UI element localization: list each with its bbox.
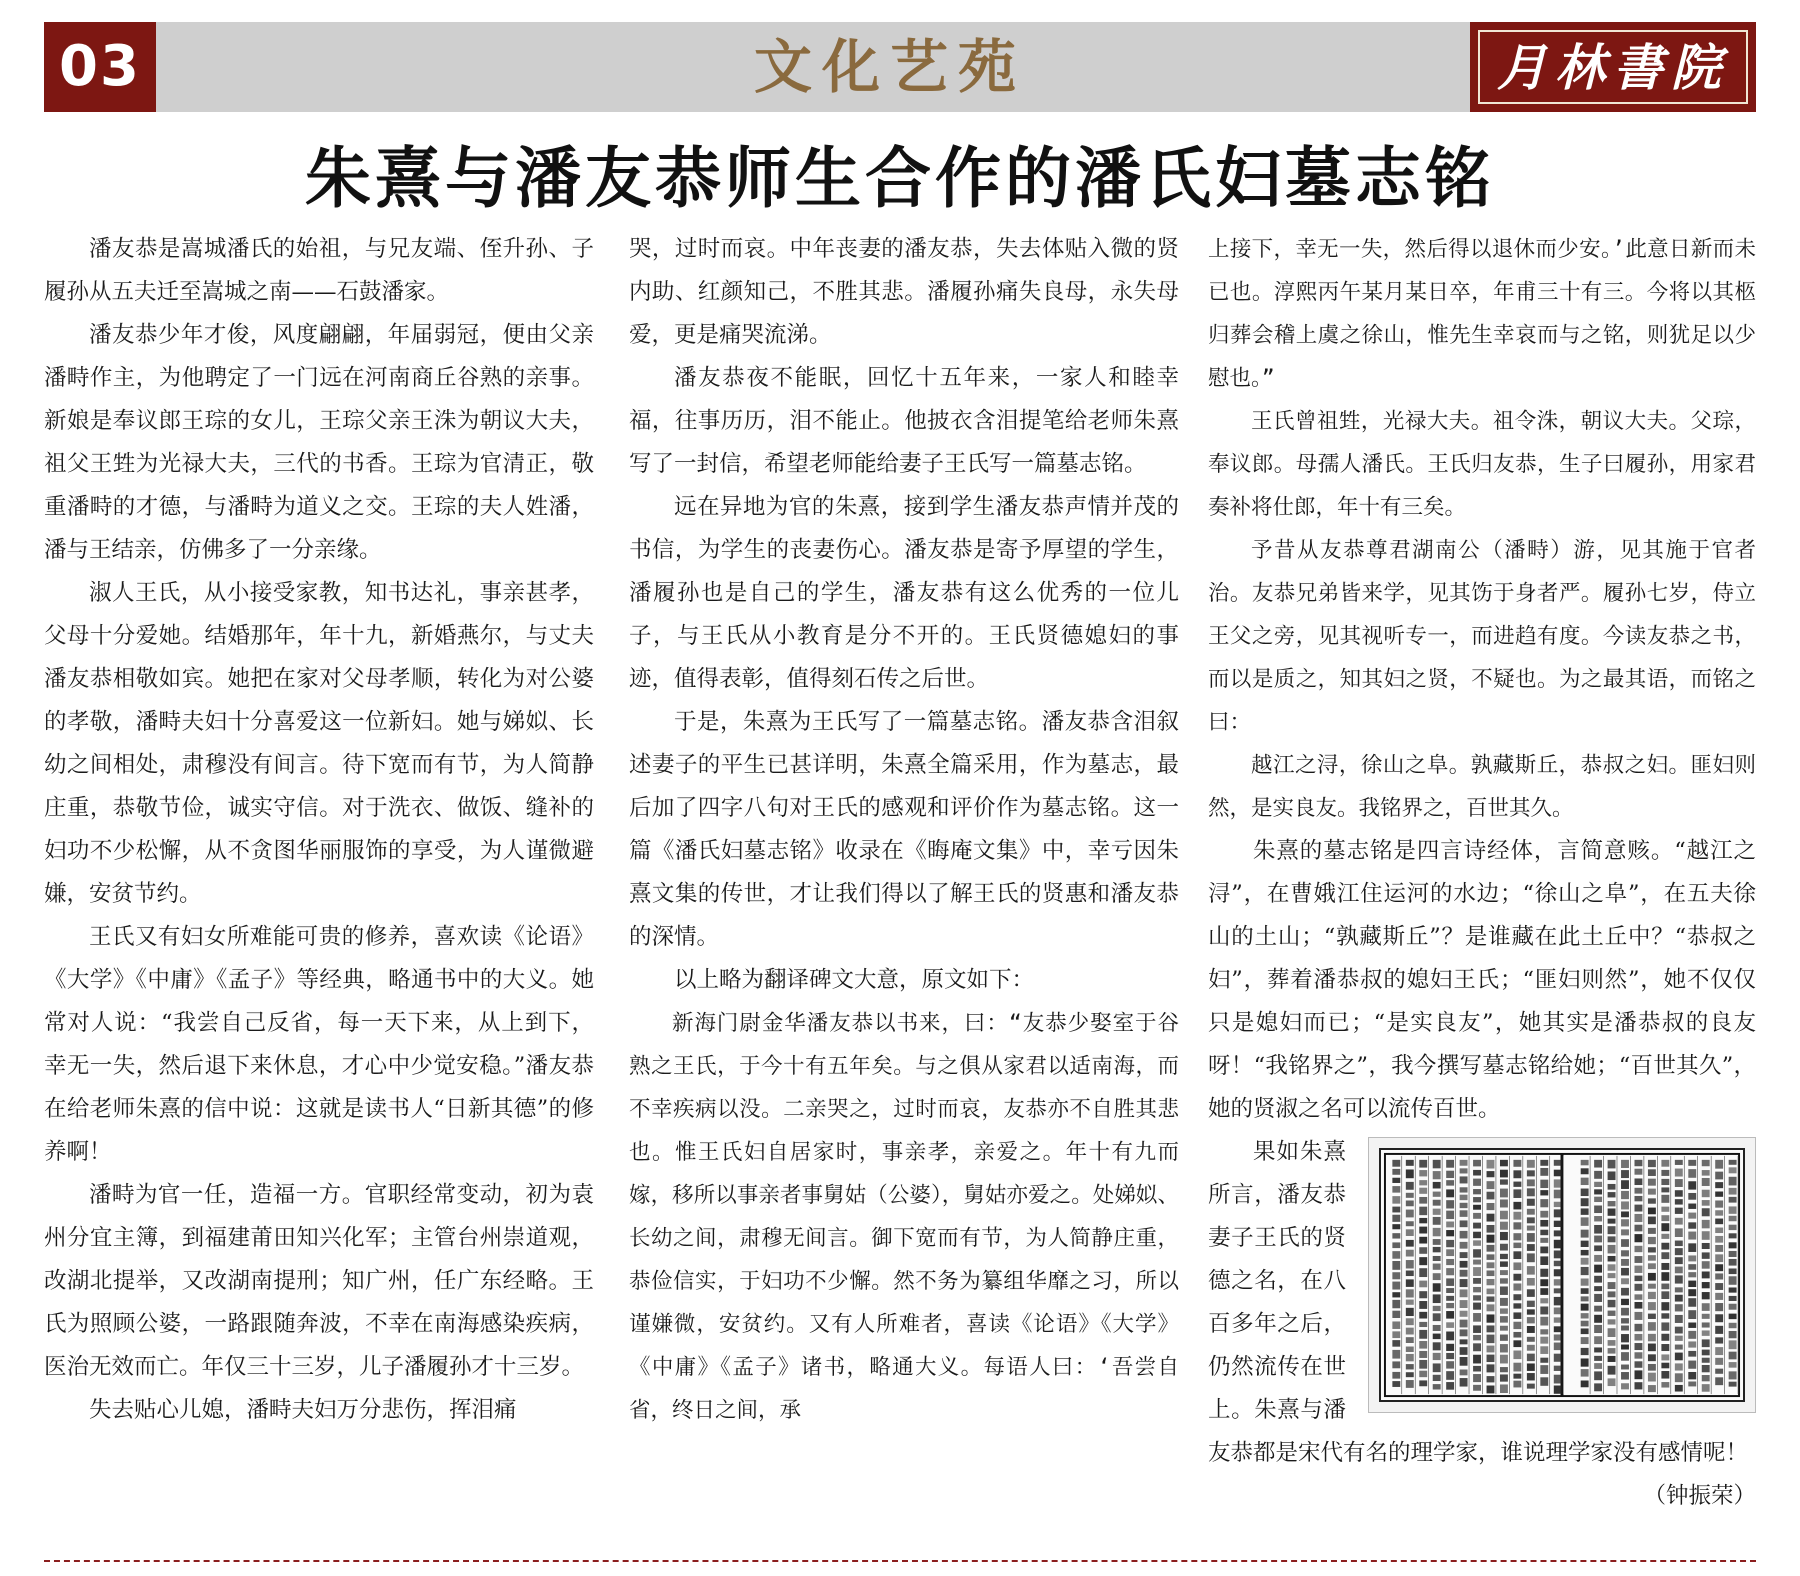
- footer-divider: [44, 1560, 1756, 1562]
- epitaph-inscription: 越江之浔，徐山之阜。孰藏斯丘，恭叔之妇。匪妇则然，是实良友。我铭界之，百世其久。: [1208, 753, 1756, 821]
- paragraph: 哭，过时而哀。中年丧妻的潘友恭，失去体贴入微的贤内助、红颜知己，不胜其悲。潘履孙痛失良母，永失母爱，更是痛哭流涕。: [629, 236, 1179, 348]
- paragraph: 远在异地为官的朱熹，接到学生潘友恭声情并茂的书信，为学生的丧妻伤心。潘友恭是寄予厚望的学生，潘履孙也是自己的学生，潘友恭有这么优秀的一位儿子，与王氏从小教育是分不开的。王氏贤德媳妇的事迹，值得表彰，值得刻石传之后世。: [629, 494, 1179, 692]
- classical-text: 上接下，幸无一失，然后得以退休而少安。’此意日新而未已也。淳熙丙午某月某日卒，年甫三十有三。今将以其柩归葬会稽上虞之徐山，惟先生幸哀而与之铭，则犹足以少慰也。”: [1208, 237, 1756, 391]
- paragraph: 朱熹的墓志铭是四言诗经体，言简意赅。“越江之浔”，在曹娥江住运河的水边；“徐山之阜”，在五夫徐山的土山；“孰藏斯丘”？是谁藏在此土丘中？“恭叔之妇”，葬着潘恭叔的媳妇王氏；“匪妇则然”，她不仅仅只是媳妇而已；“是实良友”，她其实是潘恭叔的良友呀！“我铭界之”，我今撰写墓志铭给她；“百世其久”，她的贤淑之名可以流传百世。: [1208, 838, 1756, 1122]
- paragraph: 失去贴心儿媳，潘畤夫妇万分悲伤，挥泪痛: [89, 1397, 517, 1423]
- author-byline: （钟振荣）: [1643, 1483, 1756, 1509]
- paragraph: 潘友恭少年才俊，风度翩翩，年届弱冠，便由父亲潘畤作主，为他聘定了一门远在河南商丘谷熟的亲事。新娘是奉议郎王琮的女儿，王琮父亲王洙为朝议大夫，祖父王甡为光禄大夫，三代的书香。王琮为官清正，敬重潘畤的才德，与潘畤为道义之交。王琮的夫人姓潘，潘与王结亲，仿佛多了一分亲缘。: [44, 322, 594, 563]
- masthead-logo: [1470, 22, 1756, 112]
- paragraph: 潘友恭是嵩城潘氏的始祖，与兄友端、侄升孙、子履孙从五夫迁至嵩城之南——石鼓潘家。: [44, 236, 594, 305]
- book-page-illustration: [1381, 1150, 1743, 1400]
- article-column-2: [629, 228, 1179, 1432]
- woodblock-text-image: [1368, 1137, 1756, 1413]
- article-column-3: [1208, 228, 1756, 1518]
- paragraph: 以上略为翻译碑文大意，原文如下：: [674, 967, 1035, 993]
- section-title: 文化艺苑: [753, 33, 1026, 101]
- page-number: 03: [44, 22, 156, 112]
- paragraph: 淑人王氏，从小接受家教，知书达礼，事亲甚孝，父母十分爱她。结婚那年，年十九，新婚燕尔，与丈夫潘友恭相敬如宾。她把在家对父母孝顺，转化为对公婆的孝敬，潘畤夫妇十分喜爱这一位新妇。她与娣姒、长幼之间相处，肃穆没有间言。待下宽而有节，为人简静庄重，恭敬节俭，诚实守信。对于洗衣、做饭、缝补的妇功不少松懈，从不贪图华丽服饰的享受，为人谨微避嫌，安贫节约。: [44, 580, 594, 907]
- paragraph: 王氏又有妇女所难能可贵的修养，喜欢读《论语》《大学》《中庸》《孟子》等经典，略通书中的大义。她常对人说：“我尝自己反省，每一天下来，从上到下，幸无一失，然后退下来休息，才心中少觉安稳。”潘友恭在给老师朱熹的信中说：这就是读书人“日新其德”的修养啊！: [44, 924, 594, 1165]
- classical-text: 新海门尉金华潘友恭以书来，曰：“友恭少娶室于谷熟之王氏，于今十有五年矣。与之俱从家君以适南海，而不幸疾病以没。二亲哭之，过时而哀，友恭亦不自胜其悲也。惟王氏妇自居家时，事亲孝，亲爱之。年十有九而嫁，移所以事亲者事舅姑（公婆），舅姑亦爱之。处娣姒、长幼之间，肃穆无间言。御下宽而有节，为人简静庄重，恭俭信实，于妇功不少懈。然不务为纂组华靡之习，所以谨嫌微，安贫约。又有人所难者，喜读《论语》《大学》《中庸》《孟子》诸书，略通大义。每语人曰：‘吾尝自省，终日之间，承: [629, 1011, 1179, 1423]
- paragraph: 潘畤为官一任，造福一方。官职经常变动，初为袁州分宜主簿，到福建莆田知兴化军；主管台州崇道观，改湖北提举，又改湖南提刑；知广州，任广东经略。王氏为照顾公婆，一路跟随奔波，不幸在南海感染疾病，医治无效而亡。年仅三十三岁，儿子潘履孙才十三岁。: [44, 1182, 594, 1380]
- article-headline: 朱熹与潘友恭师生合作的潘氏妇墓志铭: [305, 139, 1495, 217]
- logo-frame: [1478, 30, 1748, 104]
- paragraph: 果如朱熹所言，潘友恭妻子王氏的贤德之名，在八百多年之后，仍然流传在世上。朱熹与潘友恭都是宋代有名的理学家，谁说理学家没有感情呢！: [1208, 1139, 1749, 1466]
- article-column-1: [44, 228, 594, 1432]
- paragraph: 于是，朱熹为王氏写了一篇墓志铭。潘友恭含泪叙述妻子的平生已甚详明，朱熹全篇采用，作为墓志，最后加了四字八句对王氏的感观和评价作为墓志铭。这一篇《潘氏妇墓志铭》收录在《晦庵文集》中，幸亏因朱熹文集的传世，才让我们得以了解王氏的贤惠和潘友恭的深情。: [629, 709, 1179, 950]
- paragraph: 潘友恭夜不能眠，回忆十五年来，一家人和睦幸福，往事历历，泪不能止。他披衣含泪提笔给老师朱熹写了一封信，希望老师能给妻子王氏写一篇墓志铭。: [629, 365, 1179, 477]
- ancient-book-scan: [1379, 1148, 1745, 1402]
- classical-text: 王氏曾祖甡，光禄大夫。祖令洙，朝议大夫。父琮，奉议郎。母孺人潘氏。王氏归友恭，生子曰履孙，用家君奏补将仕郎，年十有三矣。: [1208, 409, 1756, 520]
- logo-text: 月林書院: [1497, 38, 1729, 97]
- classical-text: 予昔从友恭尊君湖南公（潘畤）游，见其施于官者治。友恭兄弟皆来学，见其饬于身者严。履孙七岁，侍立王父之旁，见其视听专一，而进趋有度。今读友恭之书，而以是质之，知其妇之贤，不疑也。为之最其语，而铭之曰：: [1208, 538, 1756, 735]
